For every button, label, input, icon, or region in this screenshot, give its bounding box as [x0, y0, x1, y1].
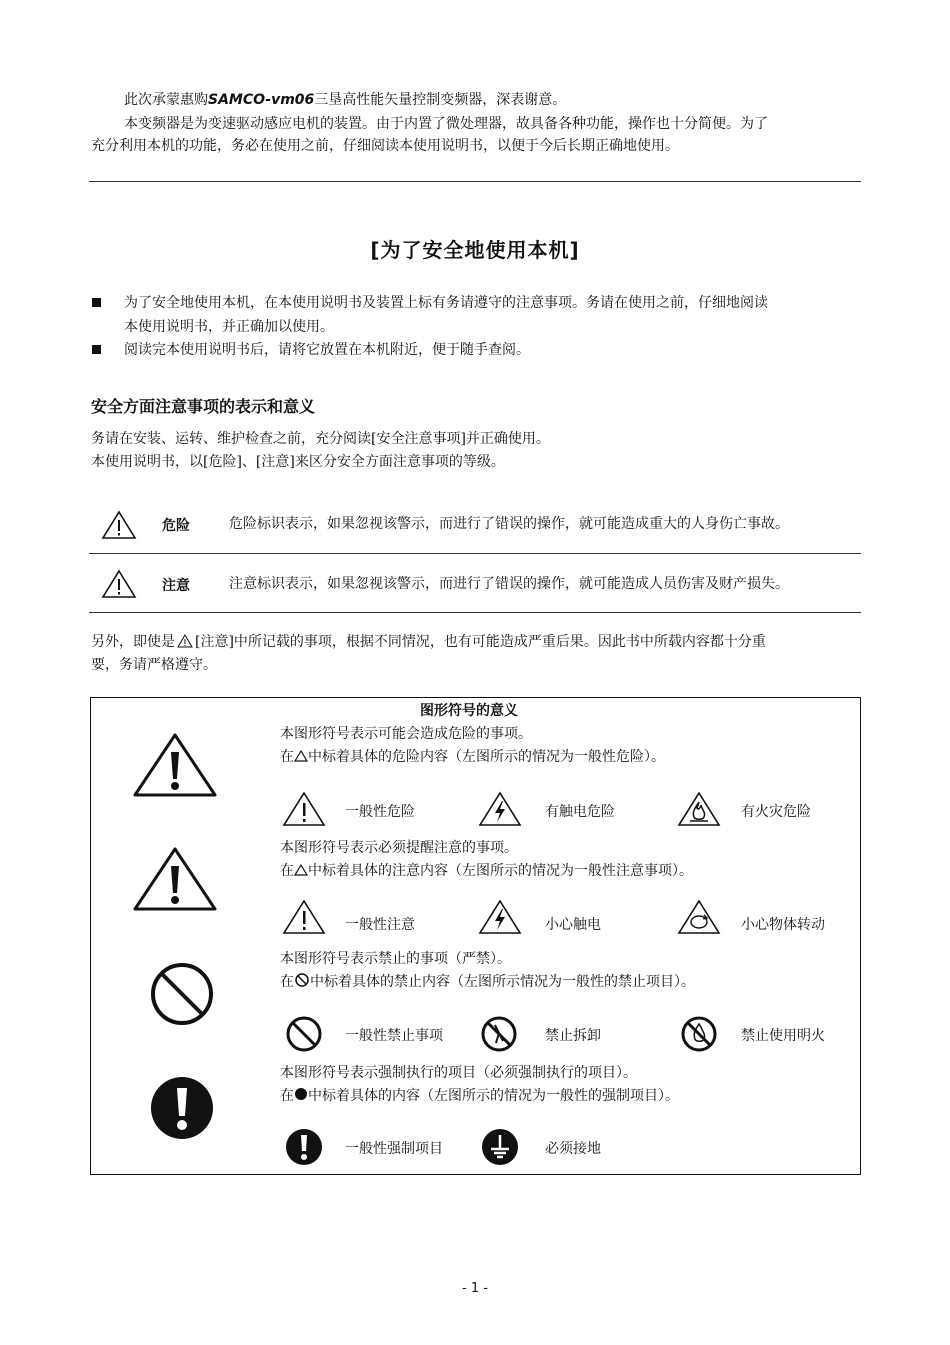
no-disassembly-icon: [480, 1015, 518, 1053]
bullet-square-icon: [92, 298, 101, 307]
level-name-danger: 危险: [162, 518, 190, 534]
intro-line-2: 本变频器是为变速驱动感应电机的装置。由于内置了微处理器，故具备各种功能，操作也十分简便。为了: [124, 116, 768, 132]
symbol-label: 有触电危险: [545, 804, 615, 820]
bullet-1-line-2: 本使用说明书，并正确加以使用。: [124, 319, 334, 335]
section-heading: 安全方面注意事项的表示和意义: [91, 397, 316, 416]
general-mandatory-icon: [285, 1128, 323, 1166]
electric-shock-caution-icon: [478, 899, 522, 935]
symbol-label: 一般性注意: [345, 917, 415, 933]
inline-warning-triangle-icon: [177, 634, 193, 648]
level-divider: [89, 553, 861, 554]
level-desc-caution: 注意标识表示，如果忽视该警示，而进行了错误的操作，就可能造成人员伤害及财产损失。: [229, 576, 789, 592]
brand-logo: SAMCO-vm06: [208, 92, 315, 108]
symbol-label: 有火灾危险: [741, 804, 811, 820]
group-2-desc-1: 本图形符号表示必须提醒注意的事项。: [280, 840, 518, 856]
level-desc-danger: 危险标识表示，如果忽视该警示，而进行了错误的操作，就可能造成重大的人身伤亡事故。: [229, 516, 789, 532]
symbol-label: 禁止使用明火: [741, 1028, 825, 1044]
symbol-label: 一般性强制项目: [345, 1141, 443, 1157]
level-name-caution: 注意: [162, 578, 190, 594]
general-caution-icon: [282, 899, 326, 935]
small-filled-circle-icon: [294, 1087, 308, 1101]
group-1-desc-2: [280, 746, 665, 768]
group-2-desc-2: [280, 860, 693, 882]
symbols-table-header: 图形符号的意义: [420, 703, 518, 719]
note-line-1: [91, 631, 766, 653]
fire-danger-icon: [677, 791, 721, 827]
general-danger-icon: [282, 791, 326, 827]
group-3-desc-2-prefix: 在: [280, 974, 294, 990]
intro-divider: [89, 181, 861, 182]
symbol-label: 一般性危险: [345, 804, 415, 820]
page-title: [为了安全地使用本机]: [370, 238, 580, 262]
group-2-desc-2-prefix: 在: [280, 863, 294, 879]
intro-line-1-suffix: 三垦高性能矢量控制变频器，深表谢意。: [314, 92, 567, 108]
symbol-label: 必须接地: [545, 1141, 601, 1157]
general-prohibition-icon: [285, 1015, 323, 1053]
group-3-desc-1: 本图形符号表示禁止的事项（严禁）。: [280, 951, 511, 967]
group-1-desc-2-prefix: 在: [280, 749, 294, 765]
group-1-desc-2-suffix: 中标着具体的危险内容（左图所示的情况为一般性危险）。: [308, 749, 665, 765]
note-line-1-prefix: 另外，即使是: [91, 634, 175, 650]
symbol-label: 一般性禁止事项: [345, 1028, 443, 1044]
bullet-square-icon: [92, 345, 101, 354]
group-4-desc-2-suffix: 中标着具体的内容（左图所示的情况为一般性的强制项目）。: [308, 1088, 679, 1104]
electric-shock-danger-icon: [478, 791, 522, 827]
note-line-2: 要，务请严格遵守。: [91, 657, 217, 673]
group-1-desc-1: 本图形符号表示可能会造成危险的事项。: [280, 726, 532, 742]
large-danger-triangle-icon: [133, 732, 217, 798]
section-line-2: 本使用说明书，以[危险]、[注意]来区分安全方面注意事项的等级。: [91, 454, 505, 470]
bullet-1-line-1: 为了安全地使用本机，在本使用说明书及装置上标有务请遵守的注意事项。务请在使用之前，仔细地阅读: [124, 295, 768, 311]
group-3-desc-2: [280, 971, 695, 993]
group-4-desc-2: [280, 1085, 679, 1107]
small-triangle-icon: [294, 750, 308, 762]
group-2-desc-2-suffix: 中标着具体的注意内容（左图所示的情况为一般性注意事项）。: [308, 863, 693, 879]
group-3-desc-2-suffix: 中标着具体的禁止内容（左图所示情况为一般性的禁止项目）。: [310, 974, 695, 990]
intro-line-1: [124, 89, 566, 111]
small-prohibition-icon: [294, 973, 310, 987]
note-line-1-suffix: [注意]中所记载的事项，根据不同情况，也有可能造成严重后果。因此书中所载内容都十分重: [195, 634, 766, 650]
intro-line-3: 充分利用本机的功能，务必在使用之前，仔细阅读本使用说明书，以便于今后长期正确地使用。: [91, 138, 679, 154]
level-divider: [89, 612, 861, 613]
symbol-label: 小心触电: [545, 917, 601, 933]
symbol-label: 小心物体转动: [741, 917, 825, 933]
section-line-1: 务请在安装、运转、维护检查之前，充分阅读[安全注意事项]并正确使用。: [91, 431, 550, 447]
page-number: - 1 -: [462, 1281, 488, 1296]
no-open-flame-icon: [680, 1015, 718, 1053]
danger-warning-triangle-icon: [101, 510, 137, 540]
large-caution-triangle-icon: [133, 846, 217, 912]
rotating-object-caution-icon: [677, 899, 721, 935]
caution-warning-triangle-icon: [101, 569, 137, 599]
intro-line-1-prefix: 此次承蒙惠购: [124, 92, 208, 108]
large-mandatory-icon: [150, 1076, 214, 1140]
grounding-mandatory-icon: [481, 1128, 519, 1166]
symbol-label: 禁止拆卸: [545, 1028, 601, 1044]
bullet-2-line-1: 阅读完本使用说明书后，请将它放置在本机附近，便于随手查阅。: [124, 342, 530, 358]
small-triangle-icon: [294, 864, 308, 876]
large-prohibition-icon: [150, 962, 214, 1026]
group-4-desc-1: 本图形符号表示强制执行的项目（必须强制执行的项目）。: [280, 1065, 637, 1081]
group-4-desc-2-prefix: 在: [280, 1088, 294, 1104]
